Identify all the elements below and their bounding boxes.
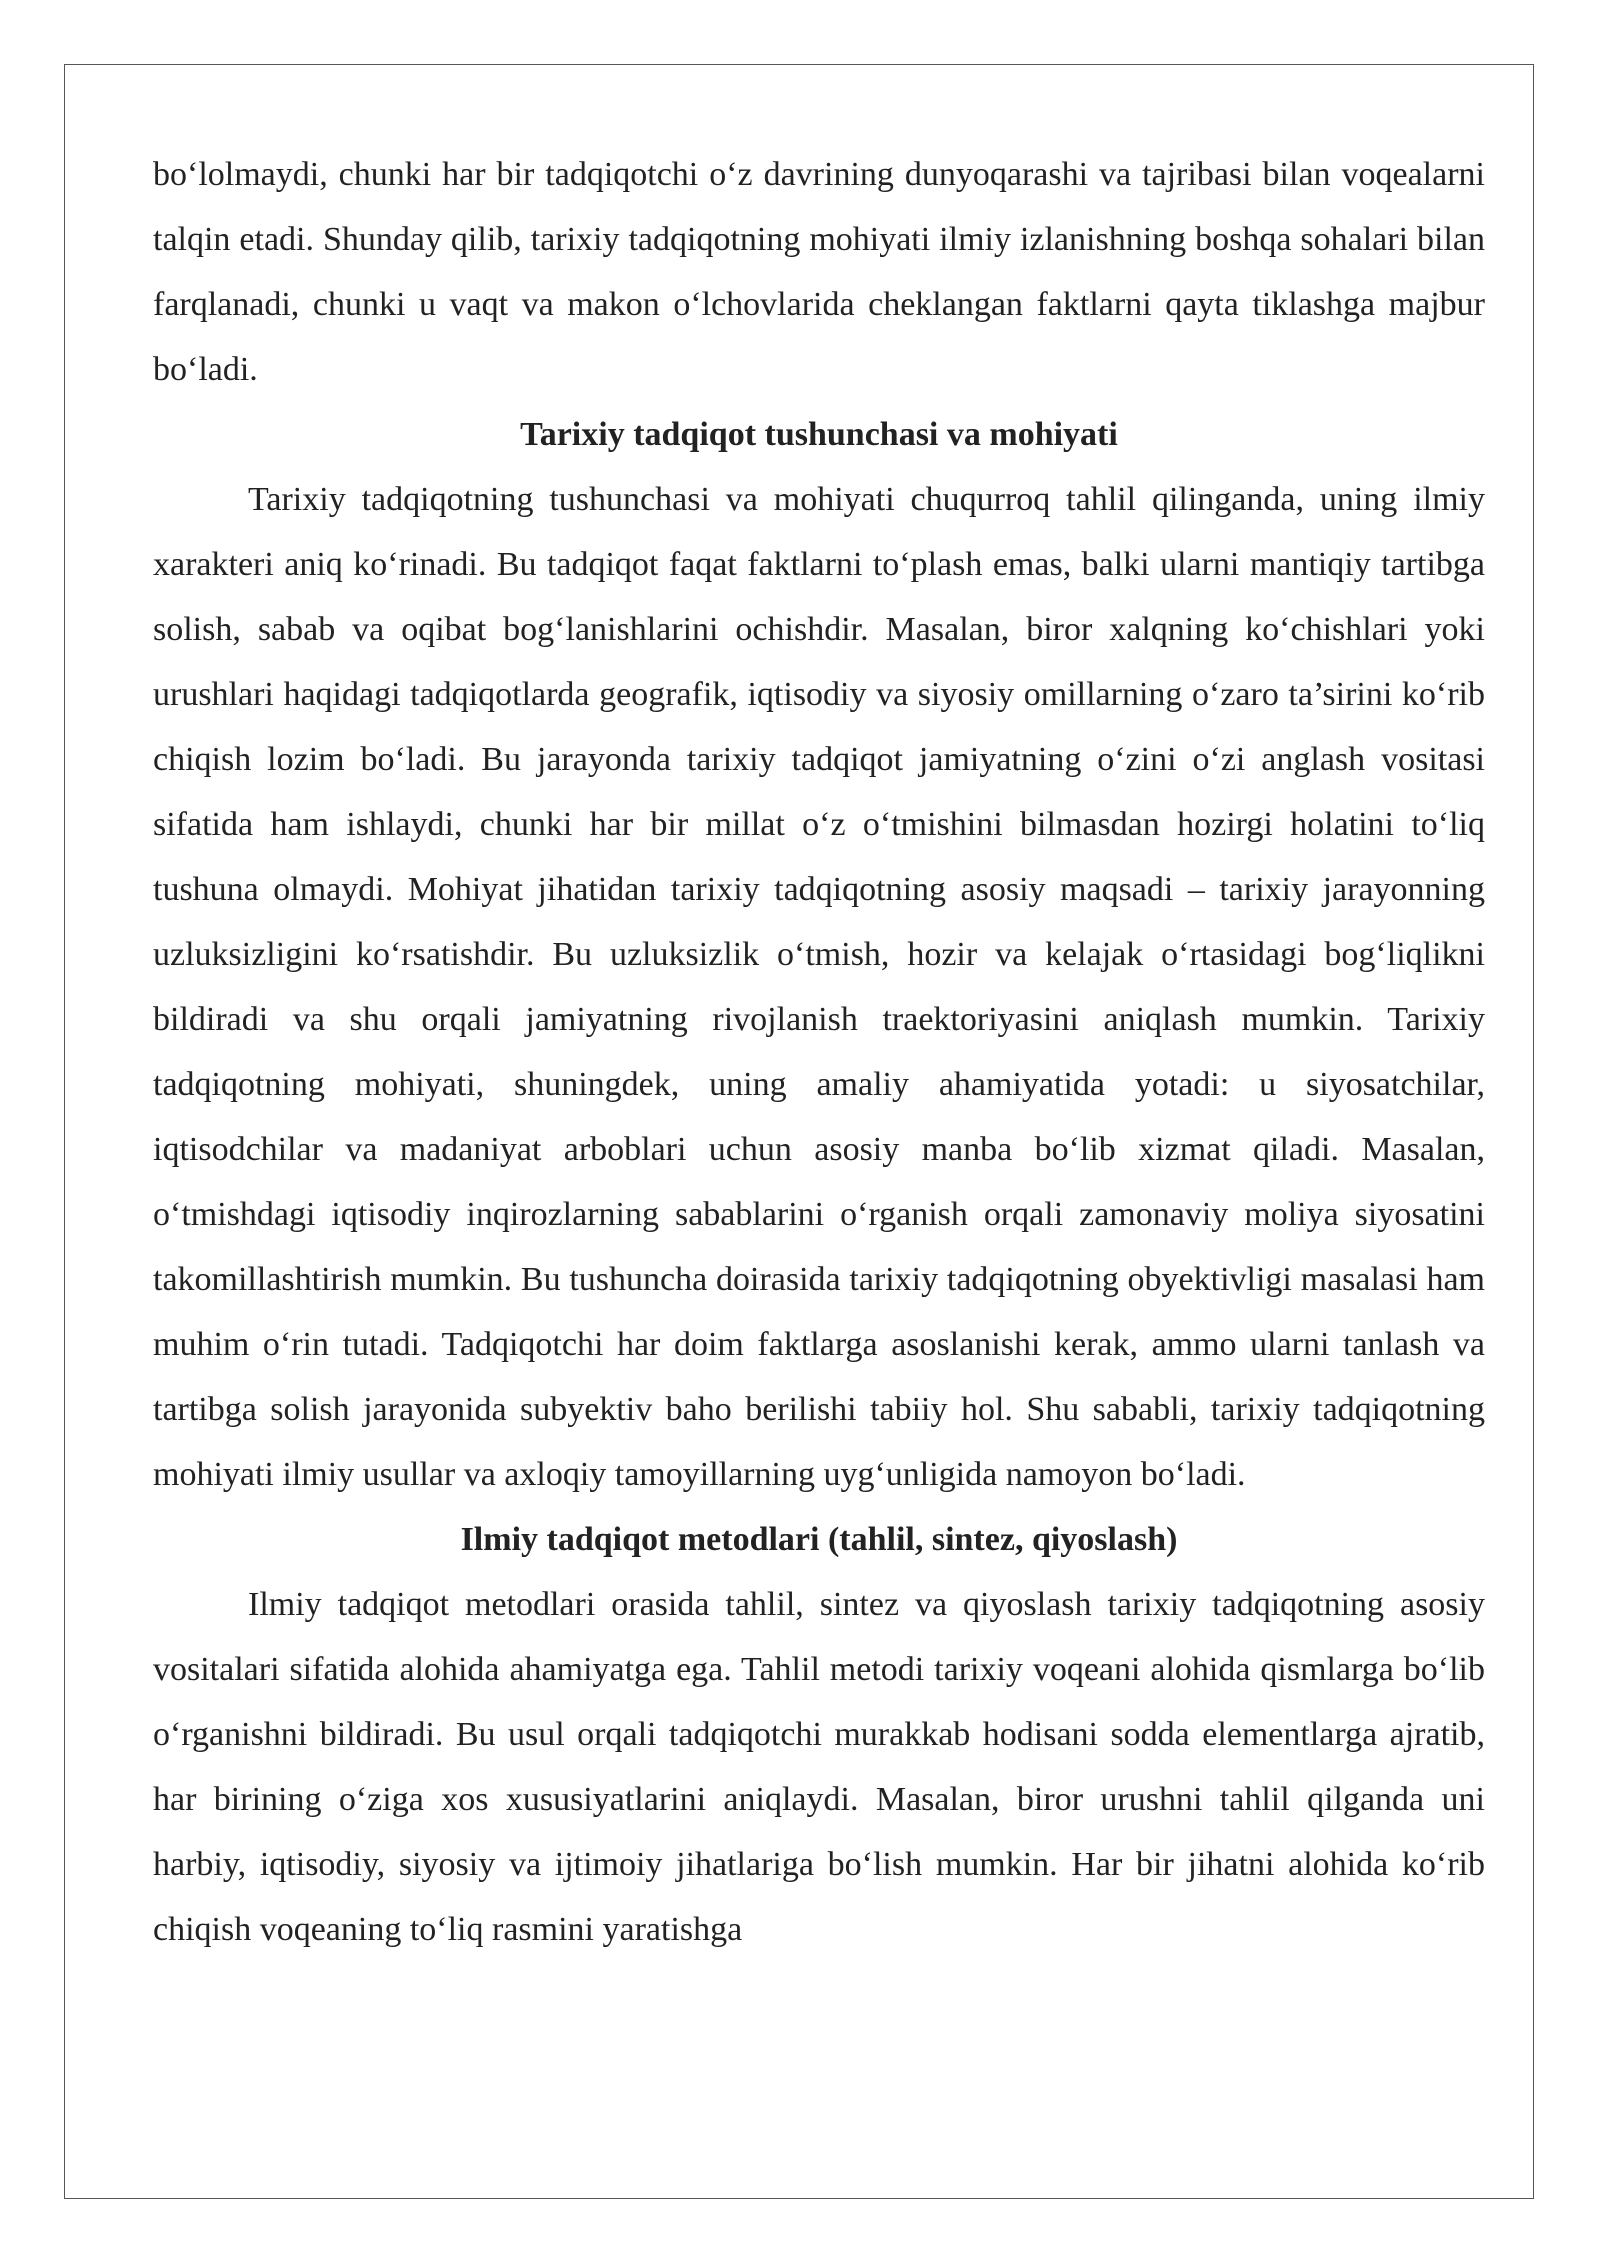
- paragraph-historical-research: Tarixiy tadqiqotning tushunchasi va mohiyati chuqurroq tahlil qilinganda, uning ilmiy xarakteri aniq ko‘rinadi. Bu tadqiqot faqat faktlarni to‘plash emas, balki ularni mantiqiy tartibga solish, sabab va oqibat bog‘lanishlarini ochishdir. Masalan, biror xalqning ko‘chishlari yoki urushlari haqidagi tadqiqotlarda geografik, iqtisodiy va siyosiy omillarning o‘zaro ta’sirini ko‘rib chiqish lozim bo‘ladi. Bu jarayonda tarixiy tadqiqot jamiyatning o‘zini o‘zi anglash vositasi sifatida ham ishlaydi, chunki har bir millat o‘z o‘tmishini bilmasdan hozirgi holatini to‘liq tushuna olmaydi. Mohiyat jihatidan tarixiy tadqiqotning asosiy maqsadi – tarixiy jarayonning uzluksizligini ko‘rsatishdir. Bu uzluksizlik o‘tmish, hozir va kelajak o‘rtasidagi bog‘liqlikni bildiradi va shu orqali jamiyatning rivojlanish traektoriyasini aniqlash mumkin. Tarixiy tadqiqotning mohiyati, shuningdek, uning amaliy ahamiyatida yotadi: u siyosatchilar, iqtisodchilar va madaniyat arboblari uchun asosiy manba bo‘lib xizmat qiladi. Masalan, o‘tmishdagi iqtisodiy inqirozlarning sabablarini o‘rganish orqali zamonaviy moliya siyosatini takomillashtirish mumkin. Bu tushuncha doirasida tarixiy tadqiqotning obyektivligi masalasi ham muhim o‘rin tutadi. Tadqiqotchi har doim faktlarga asoslanishi kerak, ammo ularni tanlash va tartibga solish jarayonida subyektiv baho berilishi tabiiy hol. Shu sababli, tarixiy tadqiqotning mohiyati ilmiy usullar va axloqiy tamoyillarning uyg‘unligida namoyon bo‘ladi.: [153, 481, 1485, 1493]
- section-heading-research-methods: Ilmiy tadqiqot metodlari (tahlil, sintez, qiyoslash): [460, 1521, 1178, 1558]
- section-heading-historical-research: Tarixiy tadqiqot tushunchasi va mohiyati: [520, 416, 1118, 453]
- paragraph-research-methods: Ilmiy tadqiqot metodlari orasida tahlil, sintez va qiyoslash tarixiy tadqiqotning asosiy vositalari sifatida alohida ahamiyatga ega. Tahlil metodi tarixiy voqeani alohida qismlarga bo‘lib o‘rganishni bildiradi. Bu usul orqali tadqiqotchi murakkab hodisani sodda elementlarga ajratib, har birining o‘ziga xos xususiyatlarini aniqlaydi. Masalan, biror urushni tahlil qilganda uni harbiy, iqtisodiy, siyosiy va ijtimoiy jihatlariga bo‘lish mumkin. Har bir jihatni alohida ko‘rib chiqish voqeaning to‘liq rasmini yaratishga: [153, 1586, 1485, 1948]
- paragraph-continuation: bo‘lolmaydi, chunki har bir tadqiqotchi o‘z davrining dunyoqarashi va tajribasi bilan voqealarni talqin etadi. Shunday qilib, tarixiy tadqiqotning mohiyati ilmiy izlanishning boshqa sohalari bilan farqlanadi, chunki u vaqt va makon o‘lchovlarida cheklangan faktlarni qayta tiklashga majbur bo‘ladi.: [153, 156, 1485, 388]
- document-body: [153, 142, 1485, 1962]
